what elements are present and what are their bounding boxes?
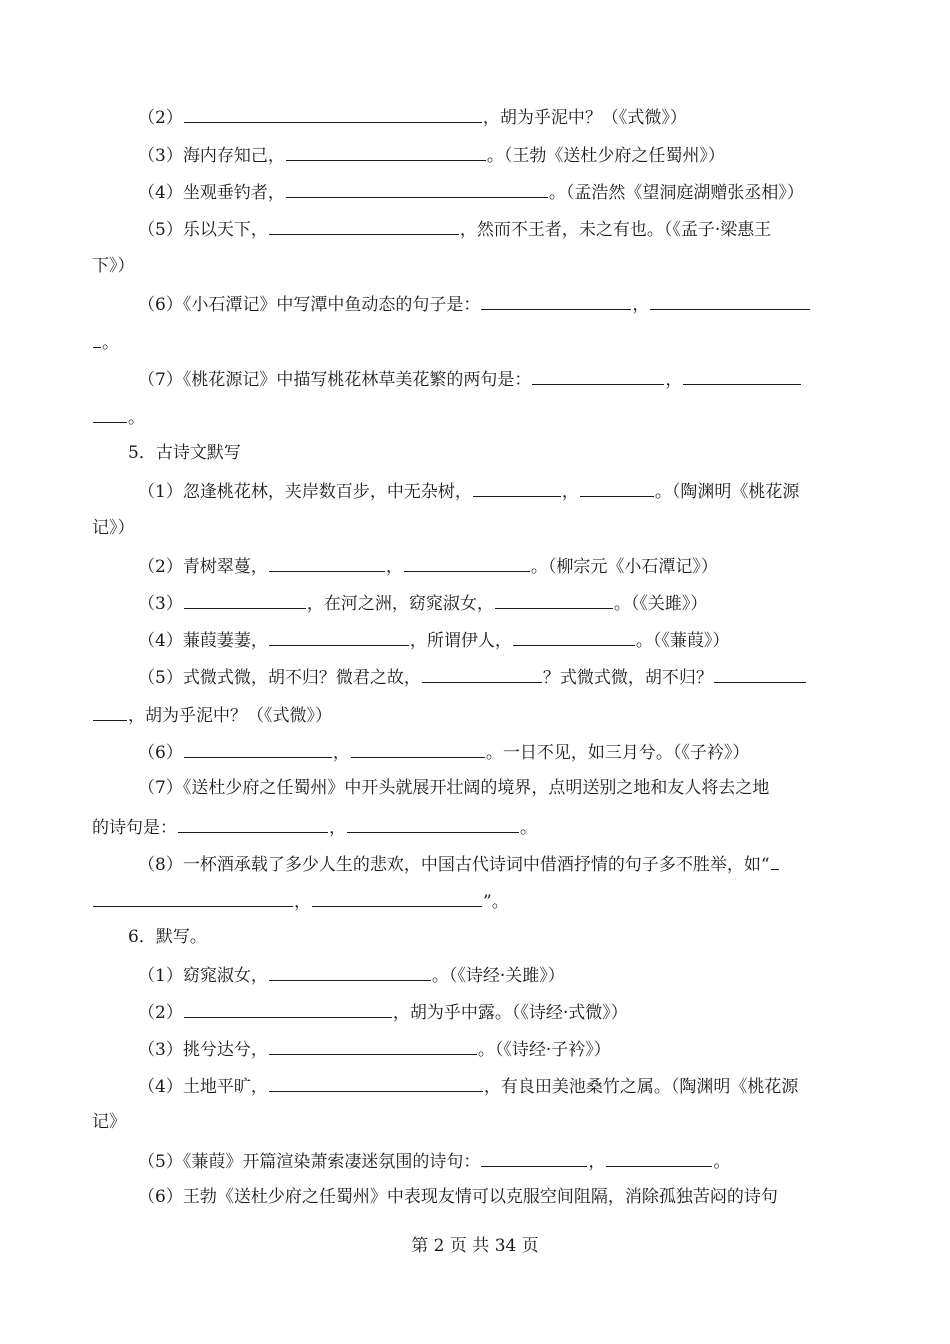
answer-blank[interactable] (481, 291, 631, 310)
line-text: 。 (520, 818, 537, 838)
answer-blank[interactable] (312, 888, 482, 907)
line-text: （5）《蒹葭》开篇渲染萧索凄迷氛围的诗句： (138, 1152, 481, 1172)
text-line (92, 254, 135, 278)
text-line (138, 478, 799, 504)
text-line (138, 1185, 778, 1209)
line-text: （4）坐观垂钓者， (138, 183, 285, 203)
answer-blank[interactable] (422, 664, 542, 683)
line-text: （7）《桃花源记》中描写桃花林草美花繁的两句是： (138, 370, 532, 390)
answer-blank[interactable] (606, 1148, 712, 1167)
answer-blank[interactable] (93, 888, 293, 907)
line-text: （2）青树翠蔓， (138, 557, 268, 577)
answer-blank[interactable] (269, 1036, 477, 1055)
line-text: （4）蒹葭萋萋， (138, 631, 268, 651)
answer-blank[interactable] (714, 664, 806, 683)
text-line (138, 999, 628, 1025)
line-text: 。（柳宗元《小石潭记》） (530, 557, 718, 577)
line-text: ， (385, 557, 403, 577)
line-text: 。（《蒹葭》） (635, 631, 730, 651)
line-text: ，在河之洲，窈窕淑女， (306, 594, 494, 614)
line-text: 。（《诗经·子衿》） (477, 1040, 611, 1060)
line-text: 。（《关雎》） (613, 594, 708, 614)
line-text: （7）《送杜少府之任蜀州》中开头就展开壮阔的境界，点明送别之地和友人将去之地 (138, 778, 770, 798)
text-line (138, 1148, 730, 1174)
answer-blank[interactable] (513, 627, 635, 646)
line-text: （4）土地平旷， (138, 1077, 268, 1097)
line-text: （1）窈窕淑女， (138, 966, 268, 986)
answer-blank[interactable] (580, 478, 654, 497)
text-line (92, 516, 135, 540)
line-text: （8）一杯酒承载了多少人生的悲欢，中国古代诗词中借酒抒情的句子多不胜举，如“ (138, 855, 770, 875)
text-line (138, 851, 780, 877)
text-line (138, 291, 811, 317)
line-text: （5）乐以天下， (138, 220, 268, 240)
answer-blank[interactable] (269, 962, 431, 981)
text-line (138, 739, 749, 765)
text-line (92, 1110, 126, 1134)
answer-blank[interactable] (184, 104, 482, 123)
line-text: 记》） (92, 518, 135, 538)
answer-blank[interactable] (347, 814, 519, 833)
line-text: 。（陶渊明《桃花源 (654, 482, 800, 502)
answer-blank[interactable] (286, 179, 548, 198)
answer-blank[interactable] (532, 366, 664, 385)
line-text: （3）海内存知己， (138, 146, 285, 166)
text-line (138, 1073, 798, 1099)
line-text: ，然而不王者，未之有也。（《孟子·梁惠王 (459, 220, 772, 240)
text-line (92, 329, 119, 355)
answer-blank[interactable] (771, 851, 779, 870)
line-text: ， (294, 892, 311, 912)
text-line (92, 702, 332, 728)
line-text: （3） (138, 594, 183, 614)
line-text: （6）《小石潭记》中写潭中鱼动态的句子是： (138, 295, 481, 315)
answer-blank[interactable] (269, 627, 409, 646)
text-line (138, 366, 802, 392)
answer-blank[interactable] (269, 553, 385, 572)
line-text: 5．古诗文默写 (128, 443, 241, 463)
line-text: 6．默写。 (128, 927, 207, 947)
answer-blank[interactable] (495, 590, 613, 609)
text-line (92, 888, 509, 914)
answer-blank[interactable] (404, 553, 530, 572)
text-line (138, 142, 725, 168)
line-text: （1）忽逢桃花林，夹岸数百步，中无杂树， (138, 482, 472, 502)
text-line (138, 1036, 611, 1062)
answer-blank[interactable] (93, 329, 101, 348)
line-text: ，所谓伊人， (409, 631, 512, 651)
line-text: 。一日不见，如三月兮。（《子衿》） (485, 743, 750, 763)
line-text: ”。 (483, 892, 509, 912)
section-heading (128, 441, 241, 465)
text-line (138, 962, 565, 988)
line-text: 。 (102, 333, 119, 353)
line-text: 。（孟浩然《望洞庭湖赠张丞相》） (548, 183, 804, 203)
line-text: ， (332, 743, 350, 763)
line-text: ，有良田美池桑竹之属。（陶渊明《桃花源 (483, 1077, 799, 1097)
line-text: （6）王勃《送杜少府之任蜀州》中表现友情可以克服空间阻隔，消除孤独苦闷的诗句 (138, 1187, 778, 1207)
text-line (138, 216, 771, 242)
text-line (138, 179, 804, 205)
text-line (92, 404, 145, 430)
line-text: 记》 (92, 1112, 126, 1132)
text-line (138, 104, 687, 130)
text-line (138, 664, 807, 690)
answer-blank[interactable] (184, 739, 332, 758)
answer-blank[interactable] (269, 1073, 483, 1092)
answer-blank[interactable] (178, 814, 328, 833)
page-footer: 第 2 页 共 34 页 (411, 1236, 539, 1256)
answer-blank[interactable] (93, 702, 127, 721)
answer-blank[interactable] (650, 291, 810, 310)
text-line (138, 553, 718, 579)
answer-blank[interactable] (184, 590, 306, 609)
line-text: （3）挑兮达兮， (138, 1040, 268, 1060)
line-text: 。（王勃《送杜少府之任蜀州》） (486, 146, 725, 166)
line-text: ？式微式微，胡不归？ (542, 668, 713, 688)
answer-blank[interactable] (93, 404, 127, 423)
answer-blank[interactable] (269, 216, 459, 235)
line-text: 。 (713, 1152, 731, 1172)
line-text: 。 (128, 408, 145, 428)
line-text: 的诗句是： (92, 818, 177, 838)
line-text: （6） (138, 743, 183, 763)
answer-blank[interactable] (184, 999, 392, 1018)
line-text: ， (329, 818, 346, 838)
answer-blank[interactable] (286, 142, 486, 161)
line-text: （5）式微式微，胡不归？微君之故， (138, 668, 421, 688)
line-text: ，胡为乎泥中？（《式微》） (482, 108, 687, 128)
line-text: （2） (138, 1003, 183, 1023)
line-text: ， (665, 370, 683, 390)
text-line (138, 590, 707, 616)
line-text: ，胡为乎中露。（《诗经·式微》） (392, 1003, 628, 1023)
answer-blank[interactable] (473, 478, 561, 497)
line-text: ， (632, 295, 650, 315)
text-line (138, 776, 769, 800)
answer-blank[interactable] (351, 739, 485, 758)
line-text: ， (561, 482, 579, 502)
line-text: 下》） (92, 256, 135, 276)
answer-blank[interactable] (683, 366, 801, 385)
line-text: （2） (138, 108, 183, 128)
section-heading (128, 925, 207, 949)
text-line (138, 627, 729, 653)
line-text: 。（《诗经·关雎》） (431, 966, 565, 986)
text-line (92, 814, 537, 840)
answer-blank[interactable] (481, 1148, 587, 1167)
line-text: ，胡为乎泥中？（《式微》） (128, 706, 332, 726)
line-text: ， (588, 1152, 606, 1172)
